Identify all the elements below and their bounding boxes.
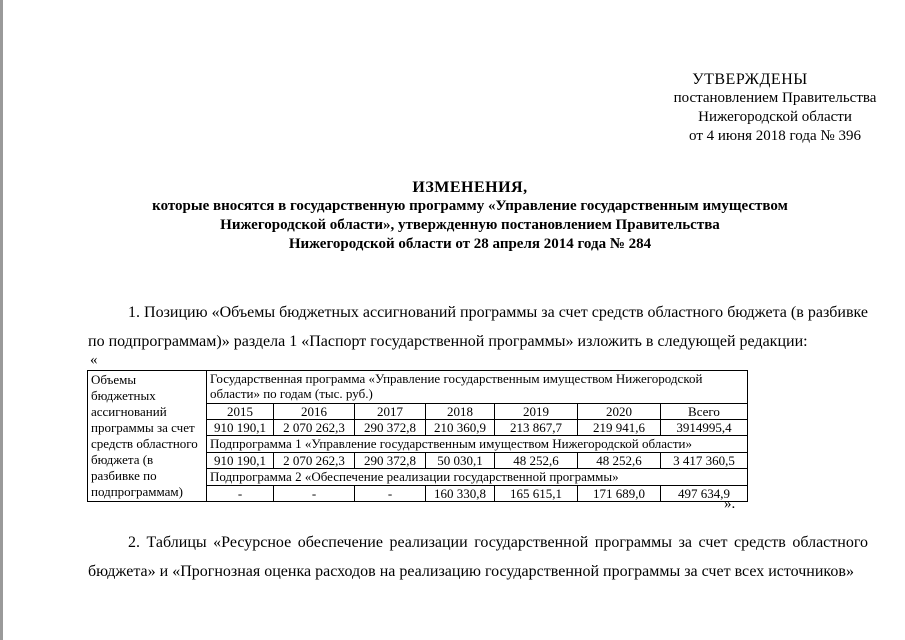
program-header: Государственная программа «Управление государственным имуществом Нижегородской области» по годам (тыс. руб.) <box>207 371 748 404</box>
heading-line-2: Нижегородской области», утвержденную постановлением Правительства <box>220 217 720 233</box>
paragraph-1: 1. Позицию «Объемы бюджетных ассигнований программы за счет средств областного бюджета (в разбивке по подпрограммам)» раздела 1 «Паспорт государственной программы» изложить в следующей редакции: <box>88 304 868 350</box>
approval-line-2: Нижегородской области <box>698 109 852 125</box>
approval-line-3: от 4 июня 2018 года № 396 <box>689 128 861 144</box>
year-cell: 2016 <box>274 403 355 419</box>
value-cell: 160 330,8 <box>426 486 495 502</box>
value-cell: 50 030,1 <box>426 452 495 468</box>
subprogram-1-title: Подпрограмма 1 «Управление государственным имуществом Нижегородской области» <box>207 435 748 452</box>
approval-title: УТВЕРЖДЕНЫ <box>692 71 808 88</box>
budget-table <box>87 370 748 502</box>
table-row-label: Объемы бюджетных ассигнований программы за счет средств областного бюджета (в разбивке по подпрограммам) <box>88 371 207 502</box>
value-cell: 171 689,0 <box>578 486 661 502</box>
year-cell: 2020 <box>578 403 661 419</box>
value-cell: 219 941,6 <box>578 419 661 435</box>
value-cell: - <box>355 486 426 502</box>
heading-title: ИЗМЕНЕНИЯ, <box>412 179 528 196</box>
value-cell: 290 372,8 <box>355 452 426 468</box>
year-cell: 2019 <box>495 403 578 419</box>
value-cell-total: 497 634,9 <box>661 486 748 502</box>
document-heading <box>120 178 820 254</box>
approval-stamp <box>560 70 905 146</box>
value-cell: 165 615,1 <box>495 486 578 502</box>
value-cell: 48 252,6 <box>495 452 578 468</box>
value-cell: - <box>207 486 274 502</box>
page-edge <box>0 0 3 640</box>
value-cell-total: 3 417 360,5 <box>661 452 748 468</box>
year-cell-total: Всего <box>661 403 748 419</box>
heading-line-3: Нижегородской области от 28 апреля 2014 года № 284 <box>288 236 652 252</box>
value-cell: 213 867,7 <box>495 419 578 435</box>
value-cell: 290 372,8 <box>355 419 426 435</box>
value-cell: 2 070 262,3 <box>274 419 355 435</box>
paragraph-2: 2. Таблицы «Ресурсное обеспечение реализации государственной программы за счет средств областного бюджета» и «Прогнозная оценка расходов на реализацию государственной программы за счет всех источников» <box>88 534 868 580</box>
year-cell: 2015 <box>207 403 274 419</box>
value-cell: 2 070 262,3 <box>274 452 355 468</box>
value-cell: 210 360,9 <box>426 419 495 435</box>
value-cell: 910 190,1 <box>207 419 274 435</box>
value-cell: - <box>274 486 355 502</box>
subprogram-2-title: Подпрограмма 2 «Обеспечение реализации государственной программы» <box>207 468 748 485</box>
year-cell: 2018 <box>426 403 495 419</box>
year-cell: 2017 <box>355 403 426 419</box>
closing-quote: ». <box>724 496 736 512</box>
opening-quote: « <box>90 352 98 368</box>
heading-line-1: которые вносятся в государственную программу «Управление государственным имуществом <box>152 198 788 214</box>
value-cell: 48 252,6 <box>578 452 661 468</box>
approval-line-1: постановлением Правительства <box>673 90 877 106</box>
value-cell: 910 190,1 <box>207 452 274 468</box>
value-cell-total: 3914995,4 <box>661 419 748 435</box>
